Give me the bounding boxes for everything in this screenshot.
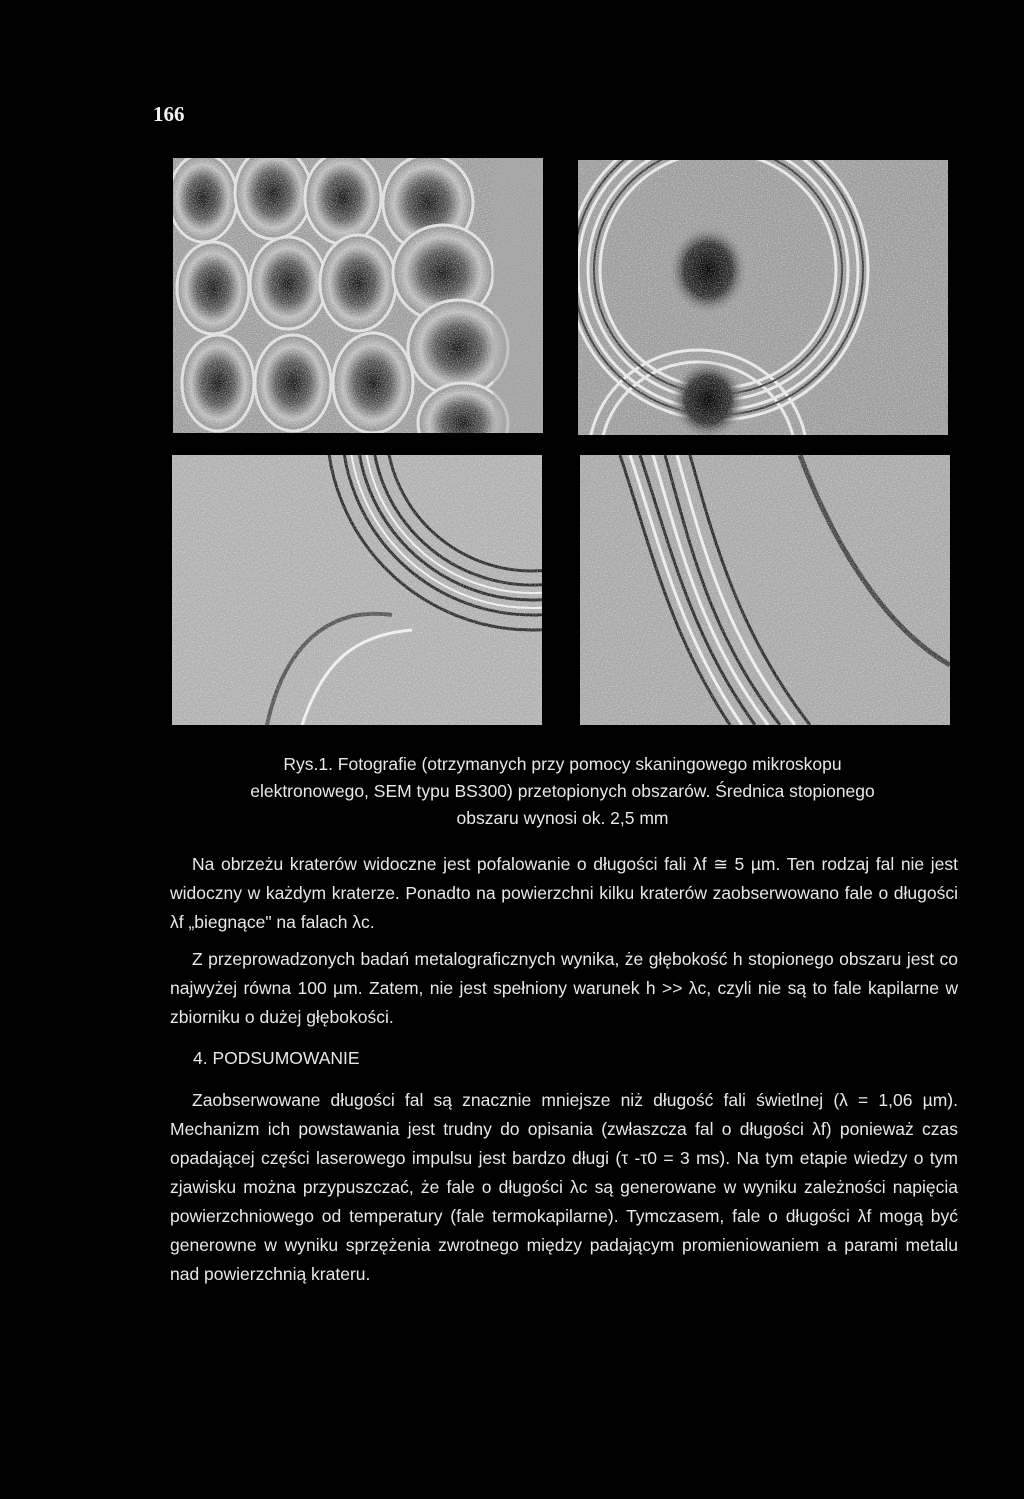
sem-micrograph-crater-rings-icon <box>578 160 948 435</box>
section-heading-summary: 4. PODSUMOWANIE <box>193 1048 360 1068</box>
page-number: 166 <box>153 102 185 126</box>
micrograph-panel-3 <box>172 455 542 725</box>
paragraph-1: Na obrzeżu kraterów widoczne jest pofalowanie o długości fali λf ≅ 5 µm. Ten rodzaj fal nie jest widoczny w każdym kraterze. Ponadto na powierzchni kilku kraterów zaobserwowano fale o długości λf „biegnące" na falach λc. <box>170 854 958 932</box>
caption-line-1: Rys.1. Fotografie (otrzymanych przy pomocy skaningowego mikroskopu <box>283 754 842 774</box>
caption-line-2: elektronowego, SEM typu BS300) przetopionych obszarów. Średnica stopionego <box>250 781 875 801</box>
sem-micrograph-craters-icon <box>173 158 543 433</box>
sem-micrograph-crater-edge-icon <box>172 455 542 725</box>
figure-caption <box>170 751 955 832</box>
paragraph-2: Z przeprowadzonych badań metalograficznych wynika, że głębokość h stopionego obszaru jest co najwyżej równa 100 µm. Zatem, nie jest spełniony warunek h >> λc, czyli nie są to fale kapilarne w zbiorniku o dużej głębokości. <box>170 949 958 1027</box>
figure-sem-micrographs <box>170 158 950 728</box>
paragraph-3: Zaobserwowane długości fal są znacznie mniejsze niż długość fali świetlnej (λ = 1,06 µm). Mechanizm ich powstawania jest trudny do opisania (zwłaszcza fal o długości λf) ponieważ czas opadającej części laserowego impulsu jest bardzo długi (τ -τ0 = 3 ms). Na tym etapie wiedzy o tym zjawisku można przypuszczać, że fale o długości λc są generowane w wyniku zależności napięcia powierzchniowego od temperatury (fale termokapilarne). Tymczasem, fale o długości λf mogą być generowne w wyniku sprzężenia zwrotnego między padającym promieniowaniem a parami metalu nad powierzchnią krateru. <box>170 1090 958 1284</box>
micrograph-panel-2 <box>578 160 948 435</box>
sem-micrograph-striations-icon <box>580 455 950 725</box>
caption-line-3: obszaru wynosi ok. 2,5 mm <box>456 808 669 828</box>
micrograph-panel-4 <box>580 455 950 725</box>
micrograph-panel-1 <box>173 158 543 433</box>
